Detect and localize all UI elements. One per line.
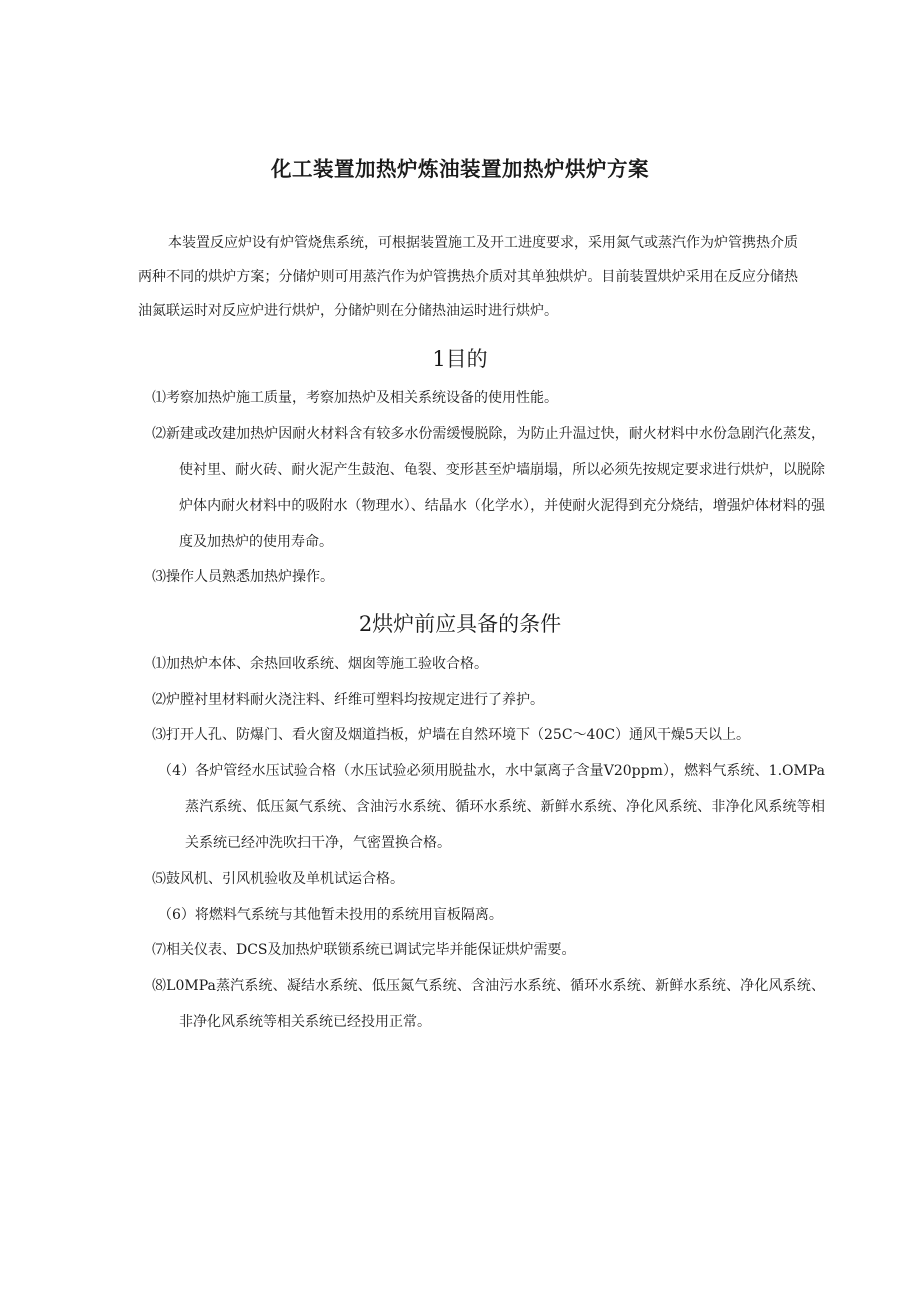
list-item: ⑶操作人员熟悉加热炉操作。 [152,569,334,585]
section-heading-conditions: 2烘炉前应具备的条件 [358,612,562,636]
list-item: ⑵新建或改建加热炉因耐火材料含有较多水份需缓慢脱除，为防止升温过快，耐火材料中水份急剧汽化蒸发，使衬里、耐火砖、耐火泥产生鼓泡、龟裂、变形甚至炉墙崩塌，所以必须先按规定要求进行烘炉，以脱除炉体内耐火材料中的吸附水（物理水）、结晶水（化学水），并使耐火泥得到充分烧结，增强炉体材料的强度及加热炉的使用寿命。 [152,426,825,550]
list-item: ⑵炉膛衬里材料耐火浇注料、纤维可塑料均按规定进行了养护。 [152,692,544,708]
list-item: ⑺相关仪表、DCS及加热炉联锁系统已调试完毕并能保证烘炉需要。 [152,942,576,958]
list-item: ⑸鼓风机、引风机验收及单机试运合格。 [152,871,404,887]
list-item: （4）各炉管经水压试验合格（水压试验必须用脱盐水，水中氯离子含量V20ppm），燃料气系统、1.OMPa蒸汽系统、低压氮气系统、含油污水系统、循环水系统、新鲜水系统、净化风系统、非净化风系统等相关系统已经冲洗吹扫干净，气密置换合格。 [158,763,825,851]
list-item: ⑴考察加热炉施工质量，考察加热炉及相关系统设备的使用性能。 [152,390,558,406]
list-item: ⑻L0MPa蒸汽系统、凝结水系统、低压氮气系统、含油污水系统、循环水系统、新鲜水系统、净化风系统、非净化风系统等相关系统已经投用正常。 [152,978,825,1030]
list-item: ⑴加热炉本体、余热回收系统、烟囱等施工验收合格。 [152,656,488,672]
section-heading-purpose: 1目的 [432,347,488,371]
intro-paragraph: 本装置反应炉设有炉管烧焦系统，可根据装置施工及开工进度要求，采用氮气或蒸汽作为炉管携热介质两种不同的烘炉方案；分储炉则可用蒸汽作为炉管携热介质对其单独烘炉。目前装置烘炉采用在反应分储热油氮联运时对反应炉进行烘炉，分储炉则在分储热油运时进行烘炉。 [138,235,798,319]
list-item: ⑶打开人孔、防爆门、看火窗及烟道挡板，炉墙在自然环境下（25C～40C）通风干燥5天以上。 [152,727,750,743]
list-item: （6）将燃料气系统与其他暂未投用的系统用盲板隔离。 [158,907,503,923]
document-title: 化工装置加热炉炼油装置加热炉烘炉方案 [271,157,649,181]
